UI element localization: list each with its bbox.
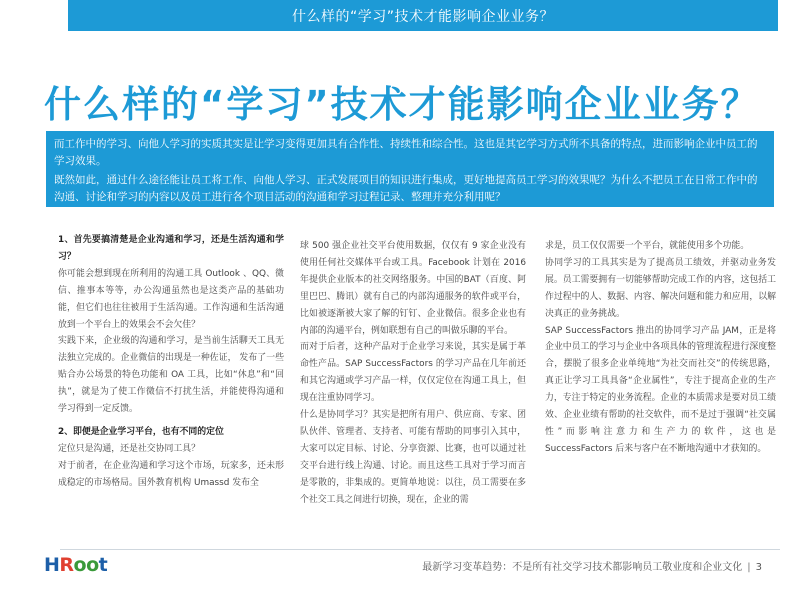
footer-separator: | (747, 562, 751, 573)
paragraph: 而对于后者，这种产品对于企业学习来说，其实是属于革命性产品。SAP SuccessFactors 的学习产品在几年前还和其它沟通或学习产品一样，仅仅定位在沟通工具上，但现在注重协同学习。 (300, 342, 526, 404)
column-3 (545, 238, 776, 543)
paragraph: 什么是协同学习？其实是把所有用户、供应商、专家、团队伙伴、管理者、支持者、可能有帮助的同事引入其中，大家可以定目标、讨论、分享资源、比赛，也可以通过社交平台进行线上沟通、讨论。而且这些工具对于学习而言是零散的，非集成的。更简单地说：以往，员工需要在多个社交工具之间进行切换，现在，企业的需 (300, 410, 526, 505)
paragraph: 球 500 强企业社交平台使用数据，仅仅有 9 家企业没有使用任何社交媒体平台或工具。Facebook 计划在 2016 年提供企业版本的社交网络服务。中国的BAT（百度、阿里巴巴、腾讯）就有自己的内部沟通服务的软件或平台，比如被逐渐被大家了解的钉钉、企业微信。很多企业也有内部的沟通平台，例如联想有自己的叫做乐聊的平台。 (300, 241, 526, 336)
banner-title: 什么样的“学习”技术才能影响企业业务？ (291, 8, 554, 25)
hroot-logo: HRoot (44, 554, 108, 576)
footer-caption: 最新学习变革趋势：不是所有社交学习技术都影响员工敬业度和企业文化 (422, 562, 743, 573)
intro-paragraph-2: 既然如此，通过什么途径能让员工将工作、向他人学习、正式发展项目的知识进行集成，更好地提高员工学习的效果呢？为什么不把员工在日常工作中的沟通、讨论和学习的内容以及员工进行各个项目活动的沟通和学习过程记录、整理并充分利用呢？ (54, 174, 758, 203)
footer-divider (60, 549, 780, 550)
paragraph: 协同学习的工具其实是为了提高员工绩效，并驱动业务发展。员工需要拥有一切能够帮助完成工作的内容，这包括工作过程中的人、数据、内容、解决问题和能力和应用，以解决真正的业务挑战。 (545, 257, 776, 319)
top-banner (68, 0, 778, 31)
paragraph: 实践下来，企业级的沟通和学习，是当前生活聊天工具无法独立完成的。企业微信的出现是一种佐证， 发布了一些贴合办公场景的特色功能和 OA 工具，比如“休息”和“回执”，就是为了使工作微信不打扰生活，并能使得沟通和学习得到一定反馈。 (58, 336, 284, 415)
intro-paragraph-1: 而工作中的学习、向他人学习的实质其实是让学习变得更加具有合作性、持续性和综合性。这也是其它学习方式所不具备的特点，进而影响企业中员工的学习效果。 (54, 138, 758, 167)
page-number: 3 (755, 562, 762, 573)
page-title: 什么样的“学习”技术才能影响企业业务？ (44, 83, 760, 126)
section-heading-1: 1、首先要搞清楚是企业沟通和学习，还是生活沟通和学习？ (58, 235, 284, 262)
paragraph: SAP SuccessFactors 推出的协同学习产品 JAM，正是将企业中员工的学习与企业中各项具体的管理流程进行深度整合，摆脱了很多企业单纯地“为社交而社交”的传统思路，真正让学习工具具备“企业属性”，专注于提高企业的生产力，专注于特定的业务流程。企业的本质需求是要对员工绩效、企业业绩有帮助的社交软件，而不是过于强调“社交属性”而影响注意力和生产力的软件，这也是 SuccessFactors 后来与客户在不断地沟通中才获知的。 (545, 325, 776, 454)
intro-box (46, 131, 774, 207)
paragraph: 求是，员工仅仅需要一个平台，就能使用多个功能。 (545, 241, 750, 251)
paragraph: 定位只是沟通，还是社交协同工具？ (58, 443, 200, 454)
footer-caption-area (422, 558, 762, 573)
paragraph: 对于前者，在企业沟通和学习这个市场，玩家多，还未形成稳定的市场格局。国外教育机构 Umassd 发布全 (58, 460, 284, 488)
section-heading-2: 2、即便是企业学习平台，也有不同的定位 (58, 426, 224, 437)
column-2 (300, 238, 526, 543)
column-1 (58, 232, 284, 537)
paragraph: 你可能会想到现在所利用的沟通工具 Outlook 、QQ、微信、推事本等等，办公沟通虽然也是这类产品的基础功能，但它们也往往被用于生活沟通。工作沟通和生活沟通放到一个平台上的效果会不会欠佳？ (58, 268, 284, 330)
